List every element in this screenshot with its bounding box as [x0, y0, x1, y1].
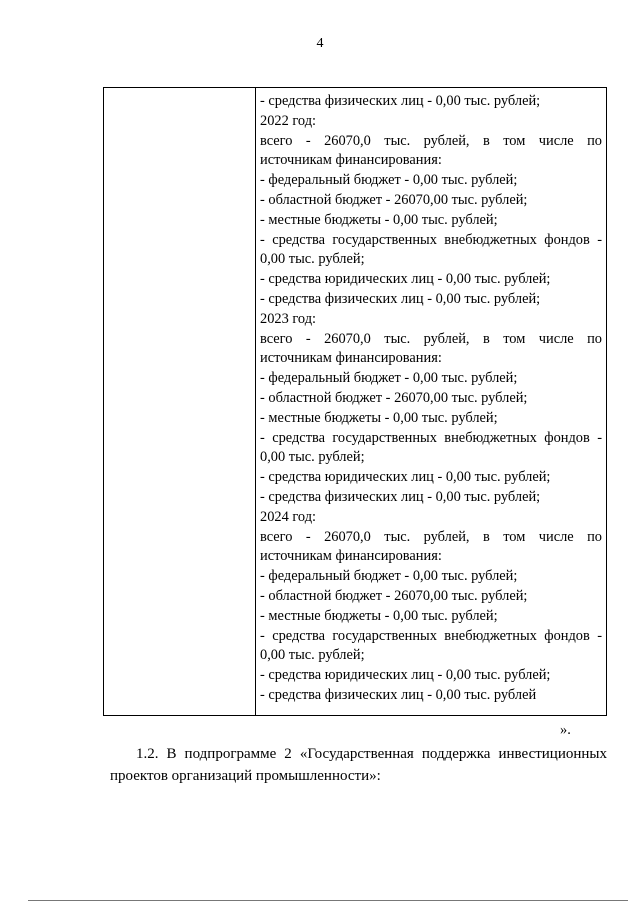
table-line: источникам финансирования: [260, 350, 442, 367]
table-line: - средства государственных внебюджетных фондов - [260, 429, 602, 446]
closing-quote: ». [560, 722, 571, 738]
table-line: - средства государственных внебюджетных фондов - [260, 627, 602, 644]
table-line: - областной бюджет - 26070,00 тыс. рублей; [260, 389, 528, 406]
table-column-divider [255, 88, 256, 715]
table-line: 0,00 тыс. рублей; [260, 449, 365, 466]
section-paragraph [110, 743, 607, 787]
funding-cell [260, 92, 602, 706]
table-line: - местные бюджеты - 0,00 тыс. рублей; [260, 211, 498, 228]
table-line: источникам финансирования: [260, 548, 442, 565]
table-line: источникам финансирования: [260, 152, 442, 169]
table-line: - средства физических лиц - 0,00 тыс. рублей; [260, 290, 541, 307]
table-line: - федеральный бюджет - 0,00 тыс. рублей; [260, 172, 518, 189]
page-number: 4 [316, 36, 324, 51]
table-line: 0,00 тыс. рублей; [260, 647, 365, 664]
table-line: 2023 год: [260, 310, 317, 327]
table-line: - средства юридических лиц - 0,00 тыс. рублей; [260, 667, 551, 684]
table-line: всего - 26070,0 тыс. рублей, в том числе по [260, 528, 602, 545]
table-line: - средства физических лиц - 0,00 тыс. рублей; [260, 93, 541, 109]
table-line: - местные бюджеты - 0,00 тыс. рублей; [260, 607, 498, 624]
footer-rule [28, 900, 628, 901]
table-line: - средства физических лиц - 0,00 тыс. рублей [260, 686, 537, 703]
funding-table [103, 87, 607, 716]
table-line: - средства юридических лиц - 0,00 тыс. рублей; [260, 469, 551, 486]
table-line: - средства физических лиц - 0,00 тыс. рублей; [260, 488, 541, 505]
table-line: 2024 год: [260, 508, 317, 525]
paragraph-line-1: 1.2. В подпрограмме 2 «Государственная поддержка инвестиционных [136, 746, 607, 762]
table-line: всего - 26070,0 тыс. рублей, в том числе по [260, 132, 602, 149]
table-line: - средства юридических лиц - 0,00 тыс. рублей; [260, 271, 551, 288]
table-line: всего - 26070,0 тыс. рублей, в том числе по [260, 330, 602, 347]
table-line: - местные бюджеты - 0,00 тыс. рублей; [260, 409, 498, 426]
table-line: - областной бюджет - 26070,00 тыс. рублей; [260, 587, 528, 604]
table-line: - областной бюджет - 26070,00 тыс. рублей; [260, 191, 528, 208]
table-line: 2022 год: [260, 112, 317, 129]
table-line: - средства государственных внебюджетных фондов - [260, 231, 602, 248]
table-line: - федеральный бюджет - 0,00 тыс. рублей; [260, 568, 518, 585]
table-line: - федеральный бюджет - 0,00 тыс. рублей; [260, 370, 518, 387]
paragraph-line-2: проектов организаций промышленности»: [110, 768, 381, 784]
table-line: 0,00 тыс. рублей; [260, 251, 365, 268]
